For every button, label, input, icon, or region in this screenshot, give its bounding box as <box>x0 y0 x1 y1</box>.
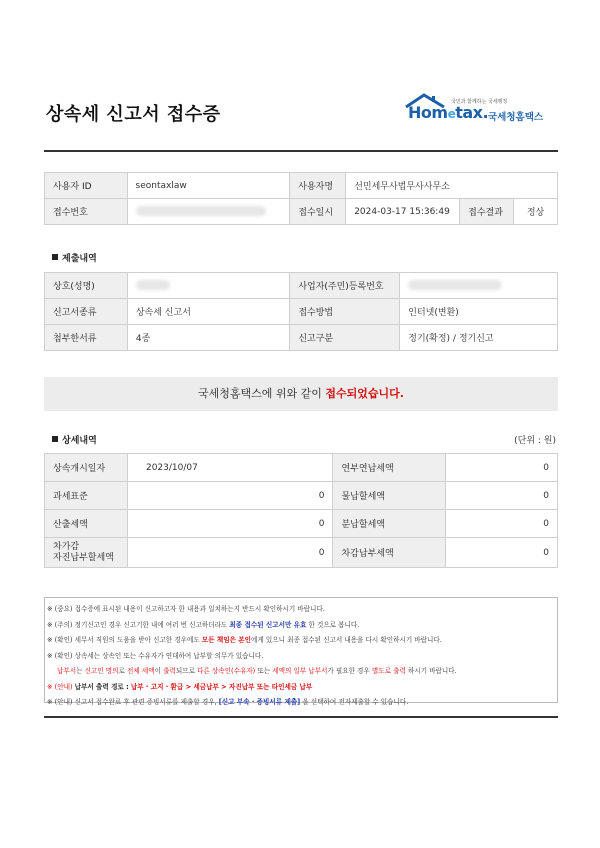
installment-label: 분납할세액 <box>333 510 446 538</box>
name-label: 상호(성명) <box>45 273 128 299</box>
selfpay-value: 0 <box>127 538 333 568</box>
unit-label: (단위 : 원) <box>514 436 556 446</box>
report-type-value: 상속세 신고서 <box>127 299 289 325</box>
method-value: 인터넷(변환) <box>400 299 558 325</box>
logo-brand-korean: 국세청홈택스 <box>488 112 544 123</box>
report-type-label: 신고서종류 <box>45 299 128 325</box>
receipt-info-table <box>44 172 558 225</box>
computed-value: 0 <box>127 510 333 538</box>
payable-label: 물납할세액 <box>333 482 446 510</box>
logo-brand: Hometax. <box>408 103 489 122</box>
square-bullet-icon <box>52 254 58 260</box>
selfpay-label: 차가감 자진납부할세액 <box>45 538 128 568</box>
name-value <box>127 273 289 299</box>
start-date-value: 2023/10/07 <box>127 454 333 482</box>
method-label: 접수방법 <box>290 299 400 325</box>
receipt-result-value: 정상 <box>514 199 558 225</box>
user-name-label: 사용자명 <box>290 173 346 199</box>
top-divider <box>44 150 558 152</box>
square-bullet-icon <box>52 436 58 442</box>
receipt-date-label: 접수일시 <box>290 199 346 225</box>
bizno-label: 사업자(주민)등록번호 <box>290 273 400 299</box>
user-id-label: 사용자 ID <box>45 173 128 199</box>
net-value: 0 <box>446 538 558 568</box>
table-row <box>45 454 558 482</box>
notice-line: ※ (중요) 접수증에 표시된 내용이 신고하고자 한 내용과 일치하는지 반드시 확인하시기 바랍니다. <box>47 605 325 613</box>
payable-value: 0 <box>446 482 558 510</box>
confirmation-highlight: 접수되었습니다. <box>325 387 404 400</box>
taxbase-value: 0 <box>127 482 333 510</box>
detail-table <box>44 453 558 568</box>
redacted-blur <box>136 280 170 290</box>
table-row <box>45 173 558 199</box>
receipt-no-label: 접수번호 <box>45 199 128 225</box>
detail-heading: 상세내역 <box>52 433 97 446</box>
receipt-no-value <box>127 199 290 225</box>
receipt-result-label: 접수결과 <box>460 199 514 225</box>
redacted-blur <box>408 280 502 290</box>
start-date-label: 상속개시일자 <box>45 454 128 482</box>
table-row <box>45 299 558 325</box>
receipt-confirmation-banner: 국세청홈택스에 위와 같이 접수되었습니다. <box>44 377 558 411</box>
deferred-label: 연부연납세액 <box>333 454 446 482</box>
installment-value: 0 <box>446 510 558 538</box>
taxbase-label: 과세표준 <box>45 482 128 510</box>
page-title: 상속세 신고서 접수증 <box>46 104 221 125</box>
net-label: 차감납부세액 <box>333 538 446 568</box>
attach-label: 첨부한서류 <box>45 325 128 351</box>
hometax-logo <box>404 92 554 128</box>
deferred-value: 0 <box>446 454 558 482</box>
submission-table <box>44 272 558 351</box>
user-id-value: seontaxlaw <box>127 173 290 199</box>
receipt-date-value: 2024-03-17 15:36:49 <box>346 199 460 225</box>
table-row <box>45 482 558 510</box>
redacted-blur <box>136 206 266 216</box>
user-name-value: 선민세무사법무사사무소 <box>346 173 558 199</box>
notice-line: ※ (주의) 정기신고인 경우 신고기한 내에 여러 번 신고하더라도 최종 접수된 신고서만 유효 한 것으로 봅니다. <box>47 620 360 629</box>
table-row <box>45 199 558 225</box>
category-value: 정기(확정) / 정기신고 <box>400 325 558 351</box>
table-row <box>45 538 558 568</box>
attach-value: 4종 <box>127 325 289 351</box>
table-row <box>45 510 558 538</box>
notice-line: ※ (확인) 세무서 직원의 도움을 받아 신고한 경우에도 모든 책임은 본인에게 있으니 최종 접수된 신고서 내용을 다시 확인하시기 바랍니다. <box>47 636 442 644</box>
logo-tagline: 국민과 함께하는 국세행정 <box>451 99 508 105</box>
bizno-value <box>400 273 558 299</box>
notice-line: ※ (안내) 신고서 접수완료 후 관련 증빙서류를 제출할 경우, [신고 부속 · 증빙서류 제출] 을 선택하여 전자제출할 수 있습니다. <box>47 698 409 706</box>
notice-box <box>44 597 558 706</box>
category-label: 신고구분 <box>290 325 400 351</box>
bottom-divider <box>44 716 558 718</box>
table-row <box>45 273 558 299</box>
notice-line: ※ (확인) 상속세는 상속인 또는 수유자가 연대하여 납부할 의무가 있습니다. <box>47 651 264 660</box>
submission-heading: 제출내역 <box>52 251 97 264</box>
notice-line: 납부서는 신고인 명의로 전체 세액이 출력되므로 다른 상속인(수유자) 또는 세액의 일부 납부서가 필요한 경우 별도로 출력 하시기 바랍니다. <box>57 667 457 675</box>
table-row <box>45 325 558 351</box>
computed-label: 산출세액 <box>45 510 128 538</box>
notice-line: ※ (안내) 납부서 출력 경로 : 납부 · 고지 · 환급 > 세금납부 > 자진납부 또는 타인세금 납부 <box>47 682 313 691</box>
